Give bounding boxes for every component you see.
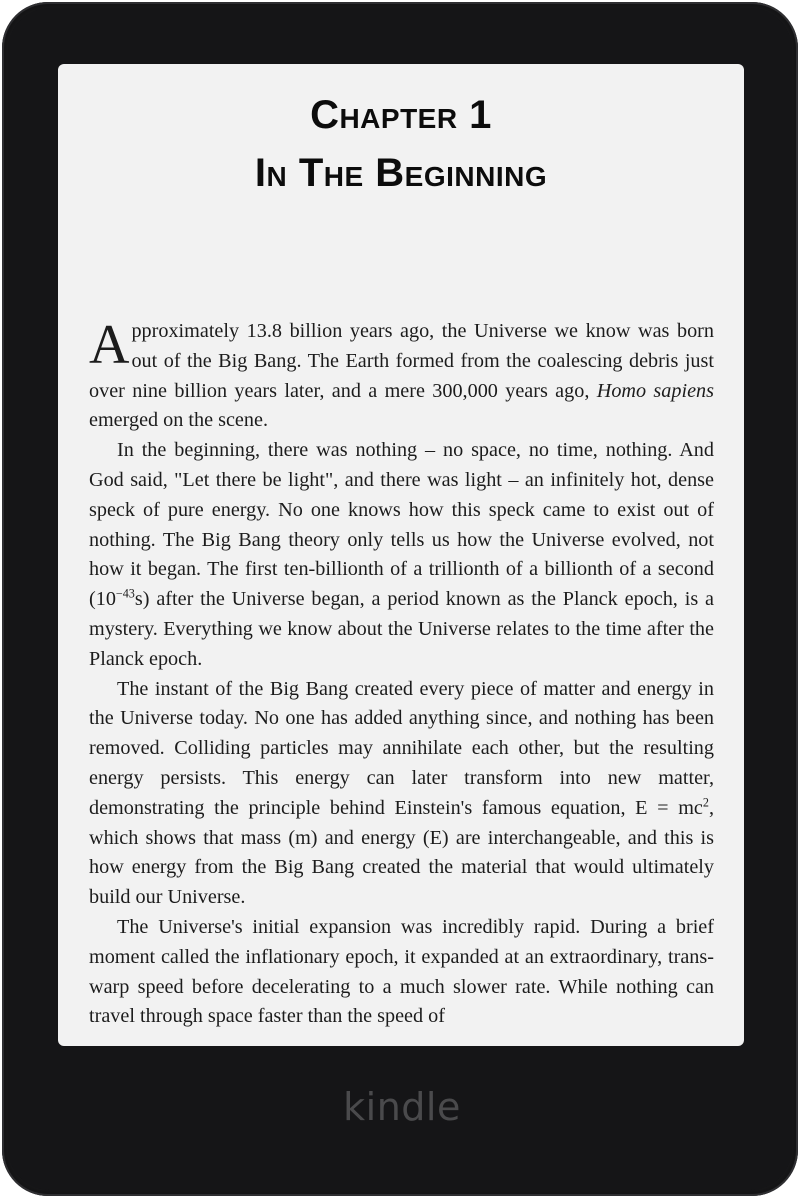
paragraph-3 (89, 675, 714, 913)
paragraph-3-text-a: The instant of the Big Bang created every piece of matter and energy in the Universe today. No one has added anything since, and nothing has been removed. Colliding particles may annihilate each other, but the resulting energy persists. This energy can later transform into new matter, demonstrating the principle behind Einstein's famous equation, E = mc (89, 677, 714, 819)
reading-screen[interactable] (58, 64, 744, 1046)
paragraph-3-exponent: 2 (702, 795, 709, 810)
paragraph-3-text-b: , which shows that mass (m) and energy (E) are interchangeable, and this is how energy from the Big Bang created the material that would ultimately build our Universe. (89, 796, 714, 909)
paragraph-2-text-b: s) after the Universe began, a period known as the Planck epoch, is a mystery. Everything we know about the Universe relates to the time after the Planck epoch. (89, 588, 714, 670)
chapter-heading (58, 86, 744, 202)
drop-cap: A (89, 314, 130, 376)
book-body-text (89, 314, 714, 1032)
paragraph-2 (89, 436, 714, 674)
paragraph-2-exponent: −43 (115, 586, 135, 601)
paragraph-1-text-a: pproximately 13.8 billion years ago, the Universe we know was born out of the Big Bang. The Earth formed from the coalescing debris just over nine billion years later, and a mere 300,000 years ago, (89, 320, 714, 402)
ereader-device (2, 2, 798, 1196)
paragraph-4: The Universe's initial expansion was incredibly rapid. During a brief moment called the inflationary epoch, it expanded at an extraordinary, trans-warp speed before decelerating to a much slower rate. While nothing can travel through space faster than the speed of (89, 915, 714, 1028)
kindle-logo: kindle (343, 1085, 461, 1129)
chapter-number: Chapter 1 (310, 93, 492, 137)
paragraph-1-italic: Homo sapiens (596, 379, 714, 402)
chapter-title: In The Beginning (254, 151, 548, 195)
paragraph-1-text-b: emerged on the scene. (89, 409, 268, 432)
paragraph-1 (89, 314, 714, 436)
paragraph-2-text-a: In the beginning, there was nothing – no space, no time, nothing. And God said, "Let there be light", and there was light – an infinitely hot, dense speck of pure energy. No one knows how this speck came to exist out of nothing. The Big Bang theory only tells us how the Universe evolved, not how it began. The first ten-billionth of a trillionth of a billionth of a second (10 (89, 439, 714, 611)
